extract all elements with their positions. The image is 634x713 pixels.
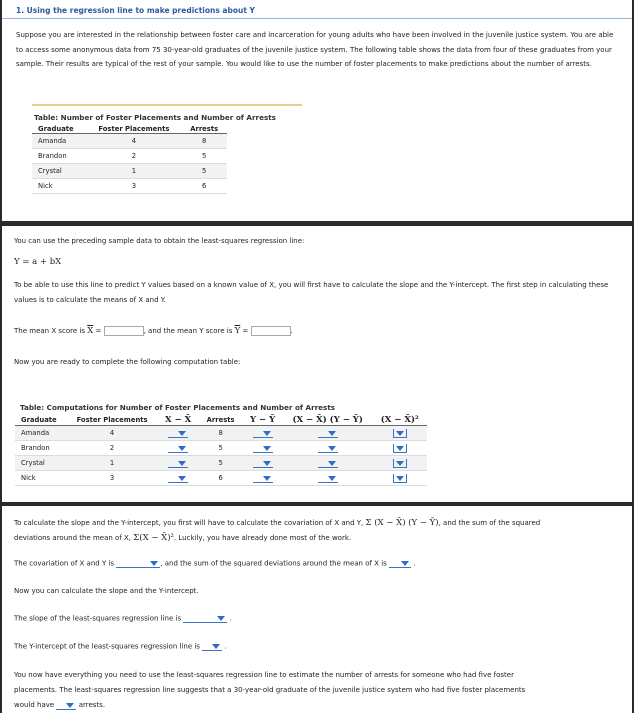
cell-foster: 3 — [67, 471, 157, 486]
chevron-down-icon — [328, 431, 336, 436]
x-dev-sq-dropdown[interactable] — [393, 444, 407, 453]
product-dropdown[interactable] — [318, 474, 338, 483]
table2-header-x-dev-sq: (X − X̄)² — [373, 415, 427, 426]
table1-caption: Table: Number of Foster Placements and Number of Arrests — [34, 113, 276, 122]
cell-graduate: Crystal — [15, 456, 67, 471]
slope-row: The slope of the least-squares regression line is . — [14, 614, 232, 623]
table1-header-graduate: Graduate — [32, 125, 86, 134]
chevron-down-icon — [263, 446, 271, 451]
y-dev-dropdown[interactable] — [253, 444, 273, 453]
chevron-down-icon — [178, 476, 186, 481]
chevron-down-icon — [328, 461, 336, 466]
table2-header-y-dev: Y − Ȳ — [242, 415, 282, 426]
cell-foster: 1 — [86, 164, 181, 179]
calc-text-d: . Luckily, you have already done most of the work. — [173, 534, 352, 542]
chevron-down-icon — [178, 461, 186, 466]
computation-table-intro: Now you are ready to complete the following computation table: — [14, 358, 241, 366]
chevron-down-icon — [396, 431, 404, 436]
final-text-b: placements. The least-squares regression line suggests that a 30-year-old graduate of the juvenile justice system who had five foster placements — [14, 686, 526, 694]
table2-header-product: (X − X̄) (Y − Ȳ) — [283, 415, 373, 426]
chevron-down-icon — [396, 476, 404, 481]
mean-y-label: , and the mean Y score is — [143, 327, 233, 335]
cell-arrests: 5 — [181, 164, 227, 179]
table-row — [15, 441, 427, 456]
x-dev-dropdown[interactable] — [168, 459, 188, 468]
chevron-down-icon — [328, 476, 336, 481]
chevron-down-icon — [263, 476, 271, 481]
chevron-down-icon — [212, 644, 220, 649]
chevron-down-icon — [150, 561, 158, 566]
question-panel-2 — [2, 226, 632, 502]
table-row — [15, 471, 427, 486]
table-row — [15, 426, 427, 441]
slope-dropdown[interactable] — [183, 614, 227, 623]
sumsq-dropdown[interactable] — [389, 559, 411, 568]
sumsq-label: , and the sum of the squared deviations around the mean of X is — [160, 559, 387, 568]
table2-header-foster: Foster Placements — [67, 415, 157, 426]
cell-arrests: 5 — [199, 456, 242, 471]
product-dropdown[interactable] — [318, 429, 338, 438]
intercept-dropdown[interactable] — [202, 642, 222, 651]
intercept-row: The Y-intercept of the least-squares regression line is . — [14, 642, 227, 651]
cell-foster: 1 — [67, 456, 157, 471]
cell-arrests: 8 — [181, 134, 227, 149]
cell-foster: 3 — [86, 179, 181, 194]
cell-arrests: 5 — [199, 441, 242, 456]
covariation-explanation — [14, 516, 540, 546]
chevron-down-icon — [178, 431, 186, 436]
table1-header-foster: Foster Placements — [86, 125, 181, 134]
cell-graduate: Nick — [15, 471, 67, 486]
table-row — [32, 134, 227, 149]
chevron-down-icon — [396, 446, 404, 451]
slope-label: The slope of the least-squares regression line is — [14, 614, 182, 623]
chevron-down-icon — [396, 461, 404, 466]
mean-x-symbol: $\overline{X}$ — [87, 326, 94, 336]
means-row: The mean X score is $\overline{X}$ = , and the mean Y score is $\overline{Y}$ = . — [14, 326, 293, 336]
product-dropdown[interactable] — [318, 444, 338, 453]
cell-graduate: Crystal — [32, 164, 86, 179]
intercept-label: The Y-intercept of the least-squares regression line is — [14, 642, 200, 651]
intro-paragraph: Suppose you are interested in the relationship between foster care and incarceration for young adults who have been involved in the juvenile justice system. You are able to access some anonymous data from 75 30-year-old graduates of the juvenile justice system. The following table shows the data from four of these graduates from your sample. Their results are typical of the rest of your sample. You would like to use the number of foster placements to make predictions about the number of arrests. — [16, 31, 614, 69]
question-panel-3 — [2, 506, 632, 713]
sumsq-formula: Σ(X − X̄)² — [133, 533, 174, 543]
table-row — [15, 456, 427, 471]
cell-arrests: 6 — [181, 179, 227, 194]
chevron-down-icon — [328, 446, 336, 451]
regression-equation: Y = a + bX — [14, 257, 62, 267]
table2-header-arrests: Arrests — [199, 415, 242, 426]
chevron-down-icon — [66, 703, 74, 708]
table-row — [32, 149, 227, 164]
covariation-formula: Σ (X − X̄) (Y − Ȳ) — [365, 518, 439, 528]
means-explanation: To be able to use this line to predict Y values based on a known value of X, you will first have to calculate the slope and the Y-intercept. The first step in calculating these values is to calculate the means of X and Y. — [14, 281, 609, 304]
cell-arrests: 6 — [199, 471, 242, 486]
table2-header-graduate: Graduate — [15, 415, 67, 426]
table1 — [32, 125, 227, 194]
table-row — [32, 179, 227, 194]
cell-graduate: Brandon — [32, 149, 86, 164]
cell-foster: 2 — [86, 149, 181, 164]
calc-text-b: , and the sum of the squared — [438, 519, 541, 527]
question-panel-1 — [2, 0, 632, 221]
cell-graduate: Nick — [32, 179, 86, 194]
calc-text-a: To calculate the slope and the Y-intercept, you first will have to calculate the covariation of X and Y, — [14, 519, 364, 527]
mean-x-input[interactable] — [104, 326, 144, 336]
covariation-dropdown[interactable] — [116, 559, 160, 568]
prediction-paragraph — [14, 668, 525, 713]
product-dropdown[interactable] — [318, 459, 338, 468]
chevron-down-icon — [178, 446, 186, 451]
cell-foster: 4 — [86, 134, 181, 149]
covariation-row: The covariation of X and Y is , and the sum of the squared deviations around the mean of X is . — [14, 559, 416, 568]
chevron-down-icon — [217, 616, 225, 621]
table1-top-rule — [32, 104, 302, 106]
slope-intro: Now you can calculate the slope and the Y-intercept. — [14, 587, 199, 595]
x-dev-sq-dropdown[interactable] — [393, 459, 407, 468]
mean-y-input[interactable] — [251, 326, 291, 336]
question-title: 1. Using the regression line to make predictions about Y — [2, 0, 632, 19]
chevron-down-icon — [401, 561, 409, 566]
mean-x-label: The mean X score is — [14, 327, 85, 335]
y-dev-dropdown[interactable] — [253, 474, 273, 483]
cell-foster: 4 — [67, 426, 157, 441]
cell-foster: 2 — [67, 441, 157, 456]
final-text-c-pre: would have — [14, 701, 55, 709]
mean-y-symbol: $\overline{Y}$ — [234, 326, 241, 336]
table2-header-x-dev: X − X̄ — [157, 415, 199, 426]
prediction-dropdown[interactable] — [56, 701, 76, 710]
y-dev-dropdown[interactable] — [253, 429, 273, 438]
x-dev-dropdown[interactable] — [168, 474, 188, 483]
cell-graduate: Brandon — [15, 441, 67, 456]
chevron-down-icon — [263, 431, 271, 436]
calc-text-c: deviations around the mean of X, — [14, 534, 132, 542]
table-row — [32, 164, 227, 179]
x-dev-dropdown[interactable] — [168, 429, 188, 438]
table2-caption: Table: Computations for Number of Foster Placements and Number of Arrests — [20, 403, 336, 412]
cell-graduate: Amanda — [15, 426, 67, 441]
cell-arrests: 8 — [199, 426, 242, 441]
x-dev-sq-dropdown[interactable] — [393, 429, 407, 438]
cell-arrests: 5 — [181, 149, 227, 164]
x-dev-sq-dropdown[interactable] — [393, 474, 407, 483]
table1-header-arrests: Arrests — [181, 125, 227, 134]
computation-table — [15, 415, 427, 486]
covariation-label: The covariation of X and Y is — [14, 559, 115, 568]
final-text-a: You now have everything you need to use the least-squares regression line to estimate the number of arrests for someone who had five foster — [14, 671, 514, 679]
cell-graduate: Amanda — [32, 134, 86, 149]
final-text-c-post: arrests. — [78, 701, 106, 709]
regression-intro-text: You can use the preceding sample data to obtain the least-squares regression line: — [14, 237, 305, 245]
y-dev-dropdown[interactable] — [253, 459, 273, 468]
chevron-down-icon — [263, 461, 271, 466]
x-dev-dropdown[interactable] — [168, 444, 188, 453]
